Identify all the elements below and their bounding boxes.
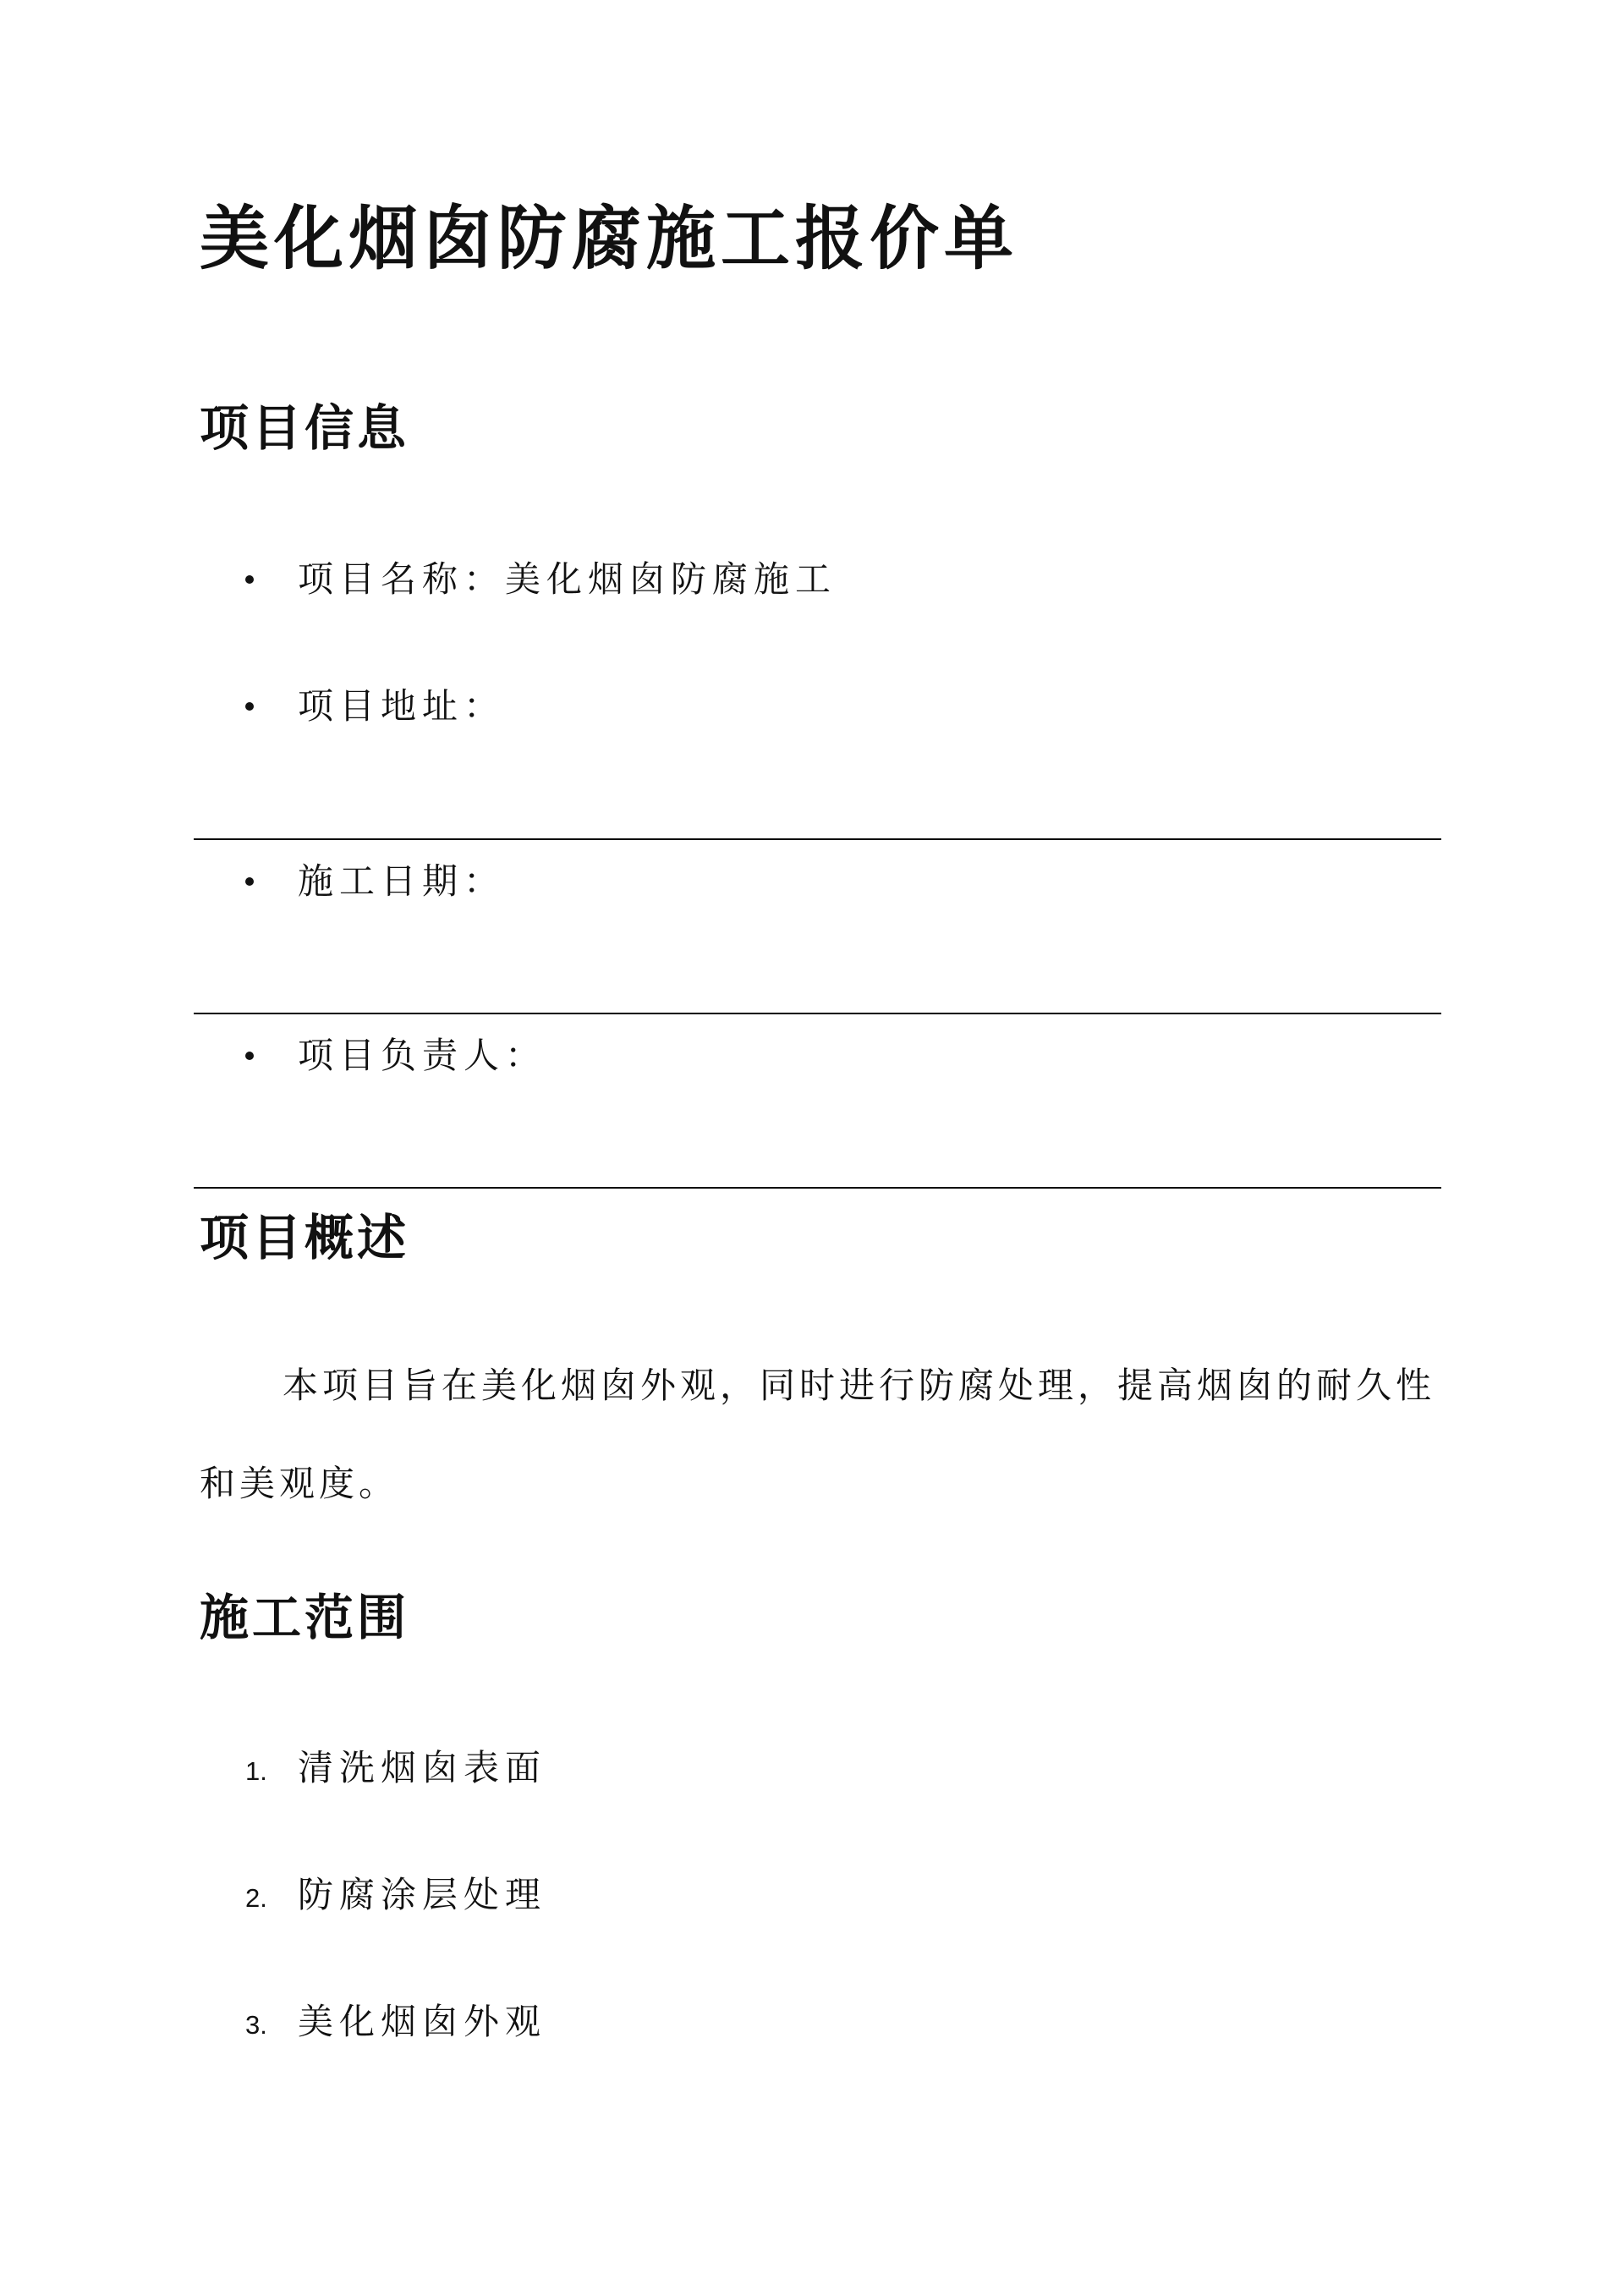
list-item-label: 项目地址： [298,685,506,727]
section-heading-overview: 项目概述 [200,1209,410,1266]
list-number: 3. [245,2010,267,2040]
fill-in-line-address [194,838,1441,840]
document-title: 美化烟囱防腐施工报价单 [200,198,1019,279]
fill-in-line-date [194,1013,1441,1014]
list-item-label: 美化烟囱外观 [298,2001,547,2042]
bullet-icon [245,702,254,711]
bullet-icon [245,877,254,886]
list-item-label: 项目名称：美化烟囱防腐施工 [298,558,837,600]
list-number: 2. [245,1883,267,1913]
list-item-label: 施工日期： [298,860,506,902]
bullet-icon [245,1052,254,1060]
list-item-label: 清洗烟囱表面 [298,1747,547,1788]
list-number: 1. [245,1756,267,1786]
section-heading-scope: 施工范围 [200,1589,410,1646]
list-item-label: 防腐涂层处理 [298,1874,547,1915]
overview-paragraph: 本项目旨在美化烟囱外观，同时进行防腐处理，提高烟囱的耐久性和美观度。 [200,1365,1436,1504]
section-heading-project-info: 项目信息 [200,399,410,457]
bullet-icon [245,575,254,584]
fill-in-line-manager [194,1187,1441,1189]
list-item-label: 项目负责人： [298,1035,547,1076]
